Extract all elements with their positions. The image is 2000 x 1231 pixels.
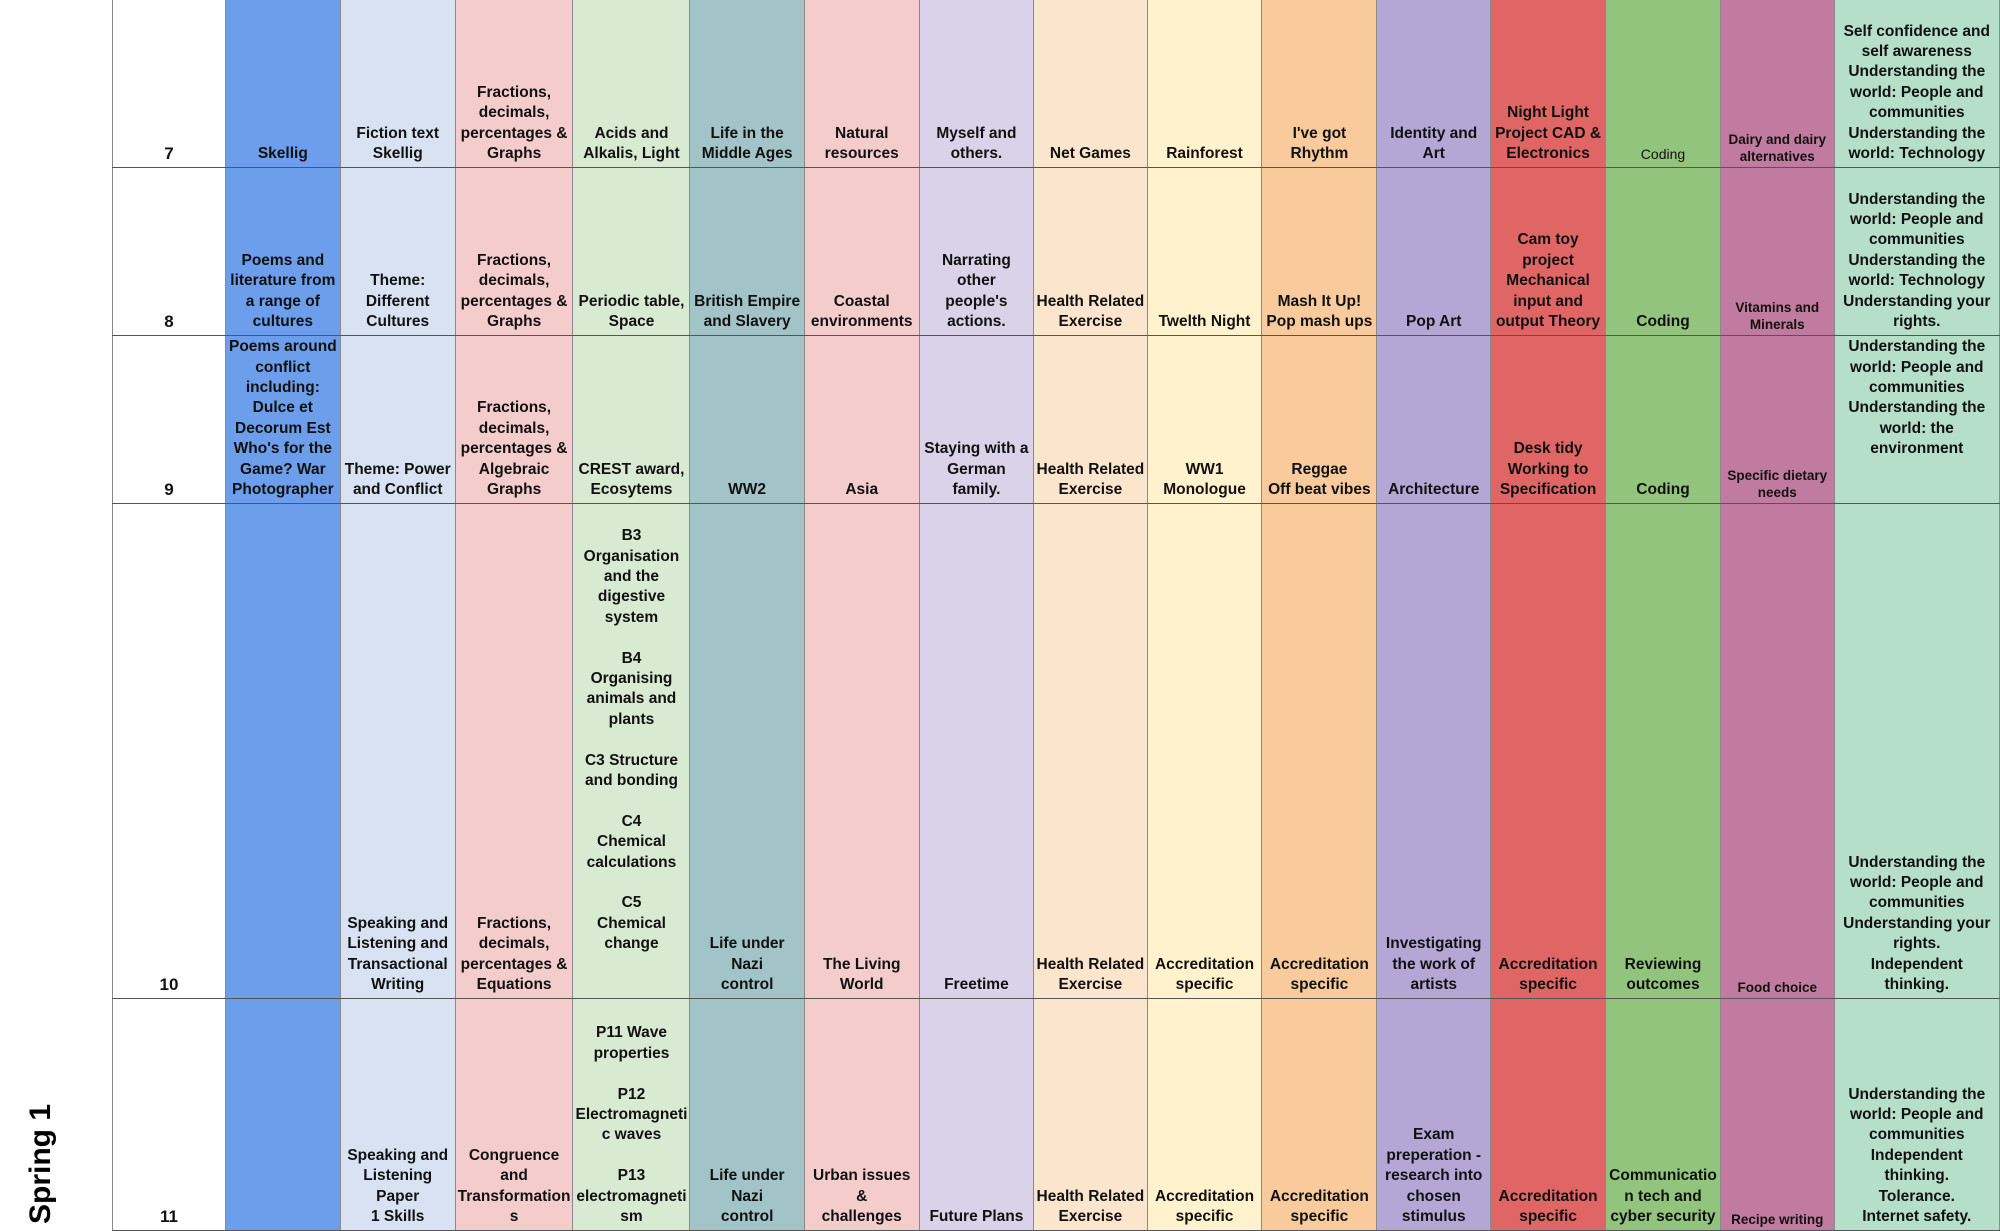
cell-maths: [455, 998, 573, 1230]
cell-geography: [804, 503, 919, 998]
cell-food: [1720, 503, 1834, 998]
cell-science: [573, 167, 690, 335]
cell-computing: [1606, 167, 1721, 335]
year-cell: 8: [113, 167, 226, 335]
cell-text: B3 Organisation and the digestive system B4 Organising animals and plants C3 Structure and bonding C4 Chemical calculations C5 Chemical change: [583, 527, 680, 953]
cell-music: [1262, 167, 1377, 335]
cell-english-lit: [225, 335, 340, 503]
cell-english-lang: [340, 167, 455, 335]
cell-text: Life in the Middle Ages: [701, 124, 793, 163]
cell-text: Poems around conflict including: Dulce et Decorum Est Who's for the Game? War Photographer: [229, 338, 337, 499]
year-row: [113, 0, 2000, 167]
cell-text: Fractions, decimals, percentages & Algebraic Graphs: [460, 399, 568, 499]
cell-mfl: [919, 998, 1033, 1230]
cell-text: Recipe writing: [1731, 1211, 1824, 1227]
cell-text: Life under Nazi control: [709, 1167, 785, 1226]
cell-text: Coding: [1636, 481, 1690, 499]
cell-pe: [1034, 335, 1147, 503]
cell-english-lit: [225, 503, 340, 998]
cell-text: British Empire and Slavery: [694, 292, 801, 331]
cell-text: Theme: Different Cultures: [365, 272, 430, 331]
cell-text: Future Plans: [929, 1208, 1024, 1226]
cell-music: [1262, 503, 1377, 998]
year-row: [113, 335, 2000, 503]
cell-food: [1720, 167, 1834, 335]
cell-computing: [1606, 335, 1721, 503]
cell-text: Asia: [845, 481, 879, 499]
year-cell: 11: [113, 998, 226, 1230]
cell-text: Health Related Exercise: [1036, 460, 1145, 499]
cell-maths: [455, 0, 573, 167]
cell-text: Specific dietary needs: [1727, 467, 1828, 500]
cell-geography: [804, 998, 919, 1230]
cell-text: Health Related Exercise: [1036, 955, 1145, 994]
cell-geography: [804, 167, 919, 335]
cell-text: Life under Nazi control: [709, 935, 785, 994]
cell-text: Understanding the world: People and communities Understanding the world: Technology Understanding your rights.: [1843, 190, 1991, 331]
cell-computing: [1606, 998, 1721, 1230]
year-row: [113, 998, 2000, 1230]
cell-text: Fiction text Skellig: [356, 124, 440, 163]
cell-text: Communicatio n tech and cyber security: [1609, 1167, 1717, 1226]
cell-text: Coding: [1640, 146, 1686, 163]
cell-text: Reggae Off beat vibes: [1268, 460, 1371, 499]
cell-text: Urban issues & challenges: [813, 1167, 911, 1226]
cell-text: Cam toy project Mechanical input and output Theory: [1495, 231, 1601, 331]
cell-text: Understanding the world: People and communities Understanding the world: the environment: [1848, 338, 1986, 458]
cell-maths: [455, 335, 573, 503]
cell-art: [1377, 335, 1491, 503]
cell-text: P11 Wave properties P12 Electromagneti c waves P13 electromagneti sm: [575, 1024, 688, 1226]
cell-text: Staying with a German family.: [924, 440, 1029, 499]
cell-history: [690, 167, 804, 335]
cell-maths: [455, 503, 573, 998]
cell-maths: [455, 167, 573, 335]
cell-text: Health Related Exercise: [1036, 292, 1145, 331]
cell-text: Accreditation specific: [1498, 1187, 1598, 1226]
term-column: [0, 0, 112, 1230]
cell-english-lang: [340, 335, 455, 503]
cell-english-lang: [340, 0, 455, 167]
cell-text: Net Games: [1049, 145, 1131, 163]
cell-science: [573, 503, 690, 998]
year-cell: 7: [113, 0, 226, 167]
cell-text: Accreditation specific: [1498, 955, 1598, 994]
cell-art: [1377, 167, 1491, 335]
cell-pshe: [1834, 335, 1999, 503]
cell-food: [1720, 998, 1834, 1230]
cell-dt: [1491, 503, 1606, 998]
cell-drama: [1147, 167, 1262, 335]
cell-english-lang: [340, 998, 455, 1230]
cell-text: Accreditation specific: [1269, 955, 1369, 994]
cell-mfl: [919, 167, 1033, 335]
cell-text: Accreditation specific: [1269, 1187, 1369, 1226]
cell-english-lang: [340, 503, 455, 998]
cell-text: Freetime: [944, 976, 1009, 994]
curriculum-grid: [112, 0, 2000, 1231]
cell-text: Rainforest: [1166, 145, 1243, 163]
cell-text: Coastal environments: [810, 292, 913, 331]
cell-text: Narrating other people's actions.: [941, 251, 1011, 331]
cell-text: CREST award, Ecosytems: [578, 460, 685, 499]
cell-art: [1377, 503, 1491, 998]
cell-music: [1262, 998, 1377, 1230]
cell-drama: [1147, 503, 1262, 998]
cell-text: Exam preperation - research into chosen stimulus: [1385, 1126, 1483, 1226]
cell-text: Pop Art: [1406, 313, 1462, 331]
cell-text: Desk tidy Working to Specification: [1499, 440, 1597, 499]
cell-english-lit: [225, 998, 340, 1230]
cell-pshe: [1834, 998, 1999, 1230]
cell-text: Mash It Up! Pop mash ups: [1266, 292, 1373, 331]
cell-pshe: [1834, 167, 1999, 335]
cell-text: Accreditation specific: [1154, 955, 1255, 994]
term-label: Spring 1: [24, 1103, 57, 1224]
cell-pe: [1034, 167, 1147, 335]
cell-text: Accreditation specific: [1154, 1187, 1255, 1226]
cell-music: [1262, 0, 1377, 167]
cell-text: Self confidence and self awareness Understanding the world: People and communities Understanding the world: Technology: [1843, 22, 1990, 163]
cell-dt: [1491, 998, 1606, 1230]
cell-history: [690, 335, 804, 503]
cell-pe: [1034, 503, 1147, 998]
cell-pshe: [1834, 503, 1999, 998]
cell-drama: [1147, 998, 1262, 1230]
cell-text: Periodic table, Space: [578, 292, 685, 331]
cell-text: Night Light Project CAD & Electronics: [1495, 104, 1602, 163]
cell-text: Poems and literature from a range of cultures: [230, 251, 336, 331]
cell-text: Fractions, decimals, percentages & Equations: [460, 914, 568, 994]
year-row: [113, 167, 2000, 335]
cell-art: [1377, 0, 1491, 167]
cell-text: Identity and Art: [1390, 124, 1478, 163]
cell-history: [690, 0, 804, 167]
cell-text: Reviewing outcomes: [1624, 955, 1702, 994]
cell-text: WW2: [728, 481, 767, 499]
cell-text: Vitamins and Minerals: [1735, 299, 1820, 332]
cell-computing: [1606, 0, 1721, 167]
cell-text: Theme: Power and Conflict: [344, 460, 451, 499]
cell-text: Health Related Exercise: [1036, 1187, 1145, 1226]
cell-mfl: [919, 335, 1033, 503]
cell-music: [1262, 335, 1377, 503]
cell-history: [690, 503, 804, 998]
cell-pshe: [1834, 0, 1999, 167]
cell-dt: [1491, 335, 1606, 503]
cell-history: [690, 998, 804, 1230]
cell-food: [1720, 0, 1834, 167]
cell-text: Skellig: [257, 145, 308, 163]
cell-text: Coding: [1636, 313, 1690, 331]
cell-geography: [804, 0, 919, 167]
cell-text: Speaking and Listening Paper 1 Skills: [347, 1146, 449, 1226]
cell-dt: [1491, 167, 1606, 335]
cell-mfl: [919, 503, 1033, 998]
year-cell: 10: [113, 503, 226, 998]
cell-text: Understanding the world: People and communities Independent thinking. Tolerance. Internet safety.: [1848, 1085, 1986, 1226]
cell-text: Twelth Night: [1158, 313, 1251, 331]
cell-drama: [1147, 0, 1262, 167]
cell-text: I've got Rhythm: [1290, 124, 1349, 163]
cell-text: Fractions, decimals, percentages & Graphs: [460, 251, 568, 331]
cell-text: Speaking and Listening and Transactional Writing: [347, 914, 449, 994]
cell-text: Understanding the world: People and communities Understanding your rights. Independent thinking.: [1843, 853, 1991, 994]
cell-pe: [1034, 998, 1147, 1230]
cell-art: [1377, 998, 1491, 1230]
cell-drama: [1147, 335, 1262, 503]
cell-text: Architecture: [1388, 481, 1480, 499]
cell-text: Myself and others.: [936, 124, 1017, 163]
cell-science: [573, 0, 690, 167]
cell-text: Investigating the work of artists: [1385, 935, 1482, 994]
year-cell: 9: [113, 335, 226, 503]
cell-text: Dairy and dairy alternatives: [1728, 131, 1827, 164]
cell-text: WW1 Monologue: [1163, 460, 1246, 499]
cell-food: [1720, 335, 1834, 503]
cell-science: [573, 998, 690, 1230]
year-row: [113, 503, 2000, 998]
cell-dt: [1491, 0, 1606, 167]
cell-text: Acids and Alkalis, Light: [583, 124, 680, 163]
cell-text: The Living World: [822, 955, 901, 994]
cell-pe: [1034, 0, 1147, 167]
cell-english-lit: [225, 0, 340, 167]
cell-text: Congruence and Transformation s: [457, 1146, 571, 1226]
cell-english-lit: [225, 167, 340, 335]
cell-geography: [804, 335, 919, 503]
cell-science: [573, 335, 690, 503]
cell-text: Natural resources: [824, 124, 899, 163]
cell-mfl: [919, 0, 1033, 167]
cell-computing: [1606, 503, 1721, 998]
cell-text: Fractions, decimals, percentages & Graphs: [460, 83, 568, 163]
cell-text: Food choice: [1737, 979, 1818, 995]
